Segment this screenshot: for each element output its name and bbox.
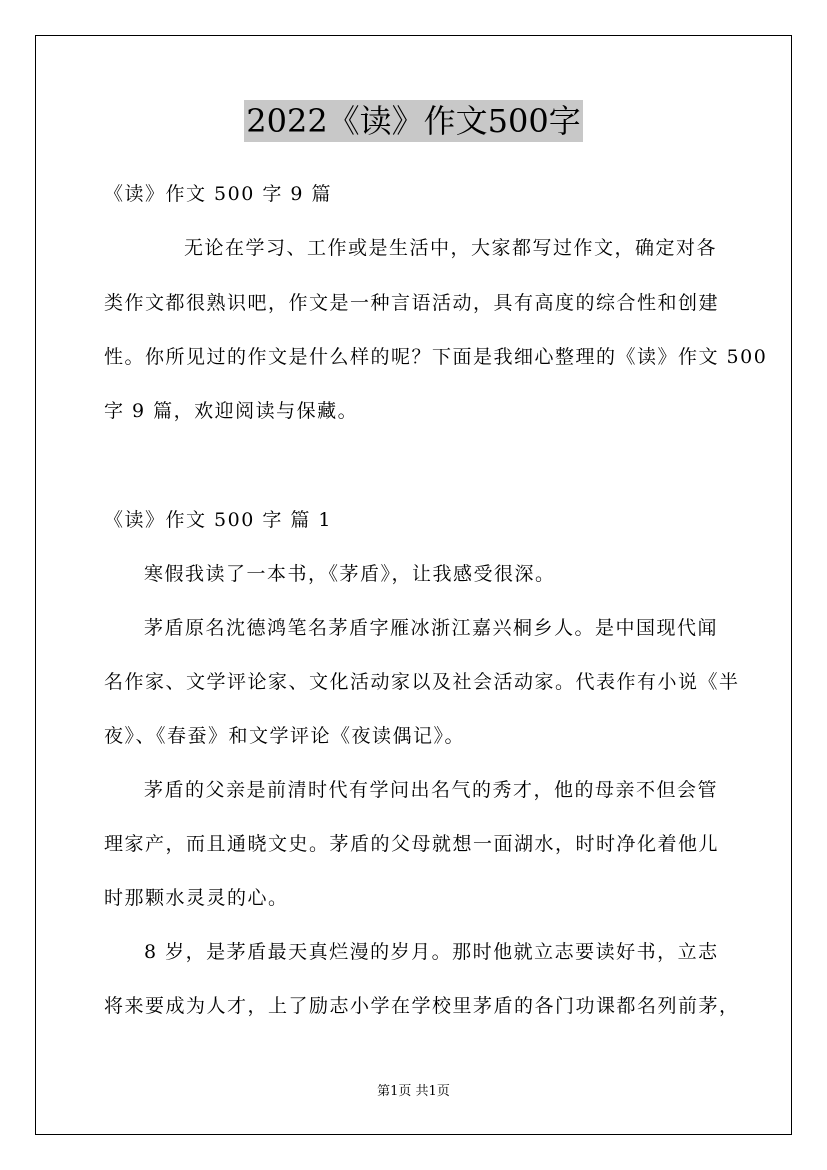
body-line-7: 时那颗水灵灵的心。 bbox=[104, 887, 289, 909]
document-subtitle: 《读》作文 500 字 9 篇 bbox=[104, 183, 333, 205]
body-line-4: 夜》、《春蚕》和文学评论《夜读偶记》。 bbox=[104, 725, 466, 747]
body-line-3: 名作家、文学评论家、文化活动家以及社会活动家。代表作有小说《半 bbox=[104, 671, 740, 693]
section-heading: 《读》作文 500 字 篇 1 bbox=[104, 509, 333, 531]
body-line-6: 理家产，而且通晓文史。茅盾的父母就想一面湖水，时时净化着他儿 bbox=[104, 833, 720, 855]
document-title: 2022《读》作文500字 bbox=[246, 102, 581, 140]
body-line-2: 茅盾原名沈德鸿笔名茅盾字雁冰浙江嘉兴桐乡人。是中国现代闻 bbox=[144, 617, 719, 639]
body-line-9: 将来要成为人才，上了励志小学在学校里茅盾的各门功课都名列前茅， bbox=[104, 995, 740, 1017]
intro-line-4: 字 9 篇，欢迎阅读与保藏。 bbox=[104, 400, 359, 422]
page-footer: 第1页 共1页 bbox=[377, 1084, 450, 1099]
body-line-5: 茅盾的父亲是前清时代有学问出名气的秀才，他的母亲不但会管 bbox=[144, 779, 719, 801]
intro-line-2: 类作文都很熟识吧，作文是一种言语活动，具有高度的综合性和创建 bbox=[104, 292, 720, 314]
body-line-1: 寒假我读了一本书，《茅盾》，让我感受很深。 bbox=[144, 563, 556, 585]
body-line-8: 8 岁，是茅盾最天真烂漫的岁月。那时他就立志要读好书，立志 bbox=[144, 941, 719, 963]
intro-line-3: 性。你所见过的作文是什么样的呢？下面是我细心整理的《读》作文 500 bbox=[104, 346, 768, 368]
intro-line-1: 无论在学习、工作或是生活中，大家都写过作文，确定对各 bbox=[184, 237, 718, 259]
title-container bbox=[0, 100, 827, 142]
